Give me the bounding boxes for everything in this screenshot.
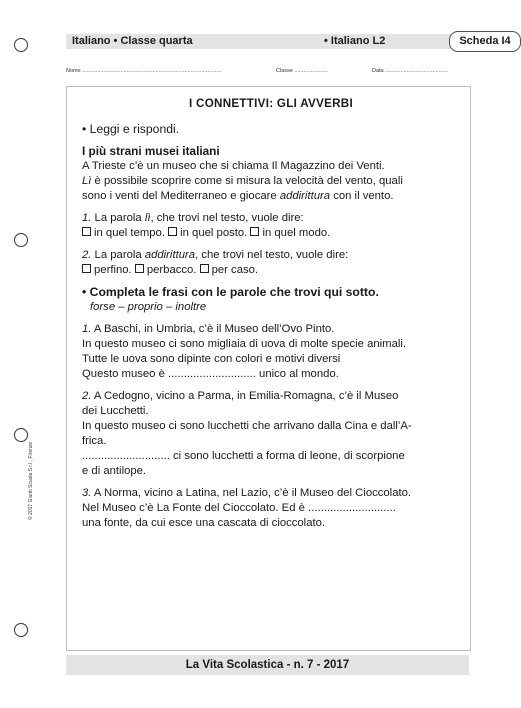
exercise-text: A Baschi, in Umbria, c’è il Museo dell’Ovo Pinto. xyxy=(91,323,335,335)
exercise-text: frica. xyxy=(82,435,107,447)
text-highlight: addirittura xyxy=(279,190,331,202)
task-complete: • Completa le frasi con le parole che trovi qui sotto. xyxy=(82,285,379,299)
worksheet-content xyxy=(82,96,460,531)
word-bank xyxy=(82,300,460,315)
option-label: per caso. xyxy=(211,264,259,276)
exercise-text: una fonte, da cui esce una cascata di cioccolato. xyxy=(82,517,326,529)
exercise-text: A Cedogno, vicino a Parma, in Emilia-Romagna, c’è il Museo xyxy=(91,390,399,402)
exercise-text: In questo museo ci sono migliaia di uova di molte specie animali. xyxy=(82,338,407,350)
task-read-answer: • Leggi e rispondi. xyxy=(82,122,180,136)
exercise-text: dei Lucchetti. xyxy=(82,405,149,417)
question-word: lì xyxy=(144,212,151,224)
question-number: 1. xyxy=(82,212,92,224)
exercise-text: e di antilope. xyxy=(82,465,147,477)
text-fragment: con il vento. xyxy=(330,190,394,202)
question-2 xyxy=(82,248,460,263)
name-field: Nome ........................................................................................... xyxy=(66,68,222,74)
question-text: La parola xyxy=(91,212,145,224)
footer-band: La Vita Scolastica - n. 7 - 2017 xyxy=(66,655,469,675)
exercise-1 xyxy=(82,322,460,337)
option-label: in quel tempo. xyxy=(94,227,165,239)
word-bank-text: forse – proprio – inoltre xyxy=(90,301,207,313)
binder-hole xyxy=(14,428,28,442)
exercise-3 xyxy=(82,486,460,501)
copyright-note: © 2017 Giunti Scuola S.r.l., Firenze xyxy=(28,441,34,520)
text-title: I più strani musei italiani xyxy=(82,144,220,158)
checkbox[interactable] xyxy=(135,264,144,273)
text-line: A Trieste c’è un museo che si chiama Il Magazzino dei Venti. xyxy=(82,160,385,172)
question-2-options xyxy=(82,263,460,278)
exercise-text: A Norma, vicino a Latina, nel Lazio, c’è il Museo del Cioccolato. xyxy=(91,487,412,499)
worksheet-title: I CONNETTIVI: GLI AVVERBI xyxy=(188,97,354,110)
checkbox[interactable] xyxy=(200,264,209,273)
question-1 xyxy=(82,211,460,226)
exercise-number: 3. xyxy=(82,487,92,499)
checkbox[interactable] xyxy=(168,227,177,236)
text-line xyxy=(82,189,460,204)
question-text: La parola xyxy=(91,249,145,261)
checkbox[interactable] xyxy=(250,227,259,236)
exercise-text: Tutte le uova sono dipinte con colori e motivi diversi xyxy=(82,353,341,365)
exercise-text: In questo museo ci sono lucchetti che arrivano dalla Cina e dall’A- xyxy=(82,420,412,432)
question-text: , che trovi nel testo, vuole dire: xyxy=(195,249,349,261)
option-label: perbacco. xyxy=(146,264,197,276)
level-label: • Italiano L2 xyxy=(324,35,386,47)
exercise-number: 1. xyxy=(82,323,92,335)
text-highlight: Lì xyxy=(82,175,92,187)
question-text: , che trovi nel testo, vuole dire: xyxy=(150,212,304,224)
text-fragment: è possibile scoprire come si misura la velocità del vento, quali xyxy=(91,175,403,187)
header-band xyxy=(66,34,511,49)
text-fragment: sono i venti del Mediterraneo e giocare xyxy=(82,190,280,202)
exercise-number: 2. xyxy=(82,390,92,402)
checkbox[interactable] xyxy=(82,227,91,236)
exercise-blank-line: Nel Museo c’è La Fonte del Cioccolato. Ed è ............................ xyxy=(82,502,396,514)
date-field: Data ......................................... xyxy=(372,68,448,74)
option-label: in quel posto. xyxy=(180,227,248,239)
sheet-tab: Scheda I4 xyxy=(449,31,521,52)
subject-class: Italiano • Classe quarta xyxy=(72,35,193,47)
question-1-options xyxy=(82,226,460,241)
exercise-blank-line: Questo museo è ............................ unico al mondo. xyxy=(82,368,339,380)
checkbox[interactable] xyxy=(82,264,91,273)
question-number: 2. xyxy=(82,249,92,261)
binder-hole xyxy=(14,38,28,52)
binder-hole xyxy=(14,233,28,247)
question-word: addirittura xyxy=(144,249,196,261)
binder-hole xyxy=(14,623,28,637)
text-line xyxy=(82,174,460,189)
exercise-blank-line: ............................ ci sono lucchetti a forma di leone, di scorpione xyxy=(82,450,405,462)
option-label: in quel modo. xyxy=(262,227,331,239)
exercise-2 xyxy=(82,389,460,404)
option-label: perfino. xyxy=(94,264,132,276)
class-field: Classe ...................... xyxy=(276,68,328,74)
